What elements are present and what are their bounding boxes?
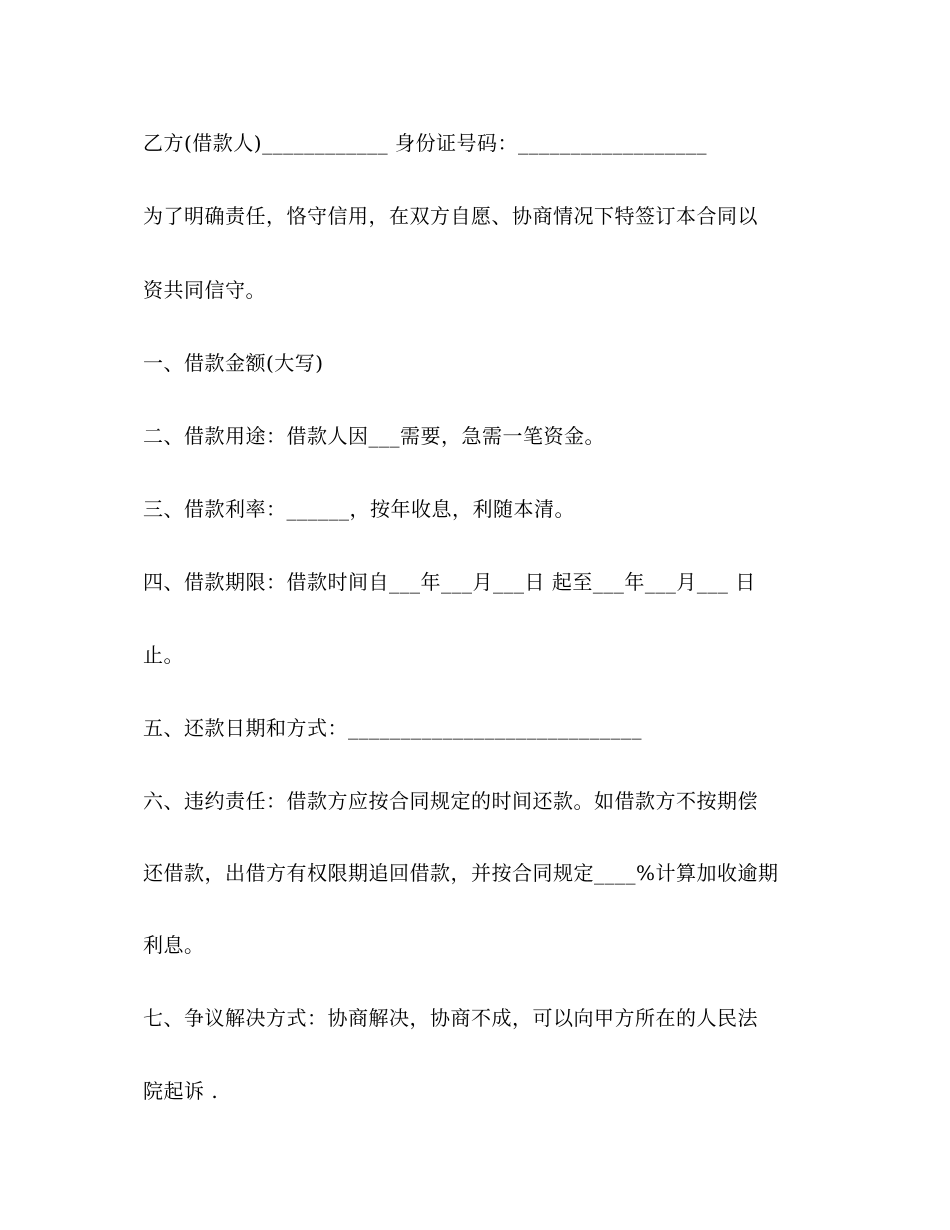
borrower-id-line: 乙方(借款人)____________ 身份证号码：__________________ [143, 131, 707, 155]
clause-3-interest-rate: 三、借款利率：______，按年收息，利随本清。 [143, 497, 575, 521]
clause-6-liability-line-1: 六、违约责任：借款方应按合同规定的时间还款。如借款方不按期偿 [143, 789, 758, 813]
clause-6-liability-line-3: 利息。 [143, 933, 205, 957]
preamble-line-2: 资共同信守。 [143, 278, 266, 302]
clause-6-liability-line-2: 还借款，出借方有权限期追回借款，并按合同规定____%计算加收逾期 [143, 861, 779, 885]
clause-4-loan-term-end: 止。 [143, 643, 184, 667]
clause-7-dispute-line-2: 院起诉 . [143, 1079, 219, 1103]
clause-2-loan-purpose: 二、借款用途：借款人因___需要，急需一笔资金。 [143, 424, 605, 448]
preamble-line-1: 为了明确责任，恪守信用，在双方自愿、协商情况下特签订本合同以 [143, 204, 758, 228]
clause-7-dispute-line-1: 七、争议解决方式：协商解决，协商不成，可以向甲方所在的人民法 [143, 1006, 758, 1030]
clause-4-loan-term: 四、借款期限：借款时间自___年___月___日 起至___年___月___ 日 [143, 570, 756, 594]
clause-1-loan-amount: 一、借款金额(大写) [143, 351, 324, 375]
clause-5-repayment: 五、还款日期和方式：____________________________ [143, 716, 642, 740]
